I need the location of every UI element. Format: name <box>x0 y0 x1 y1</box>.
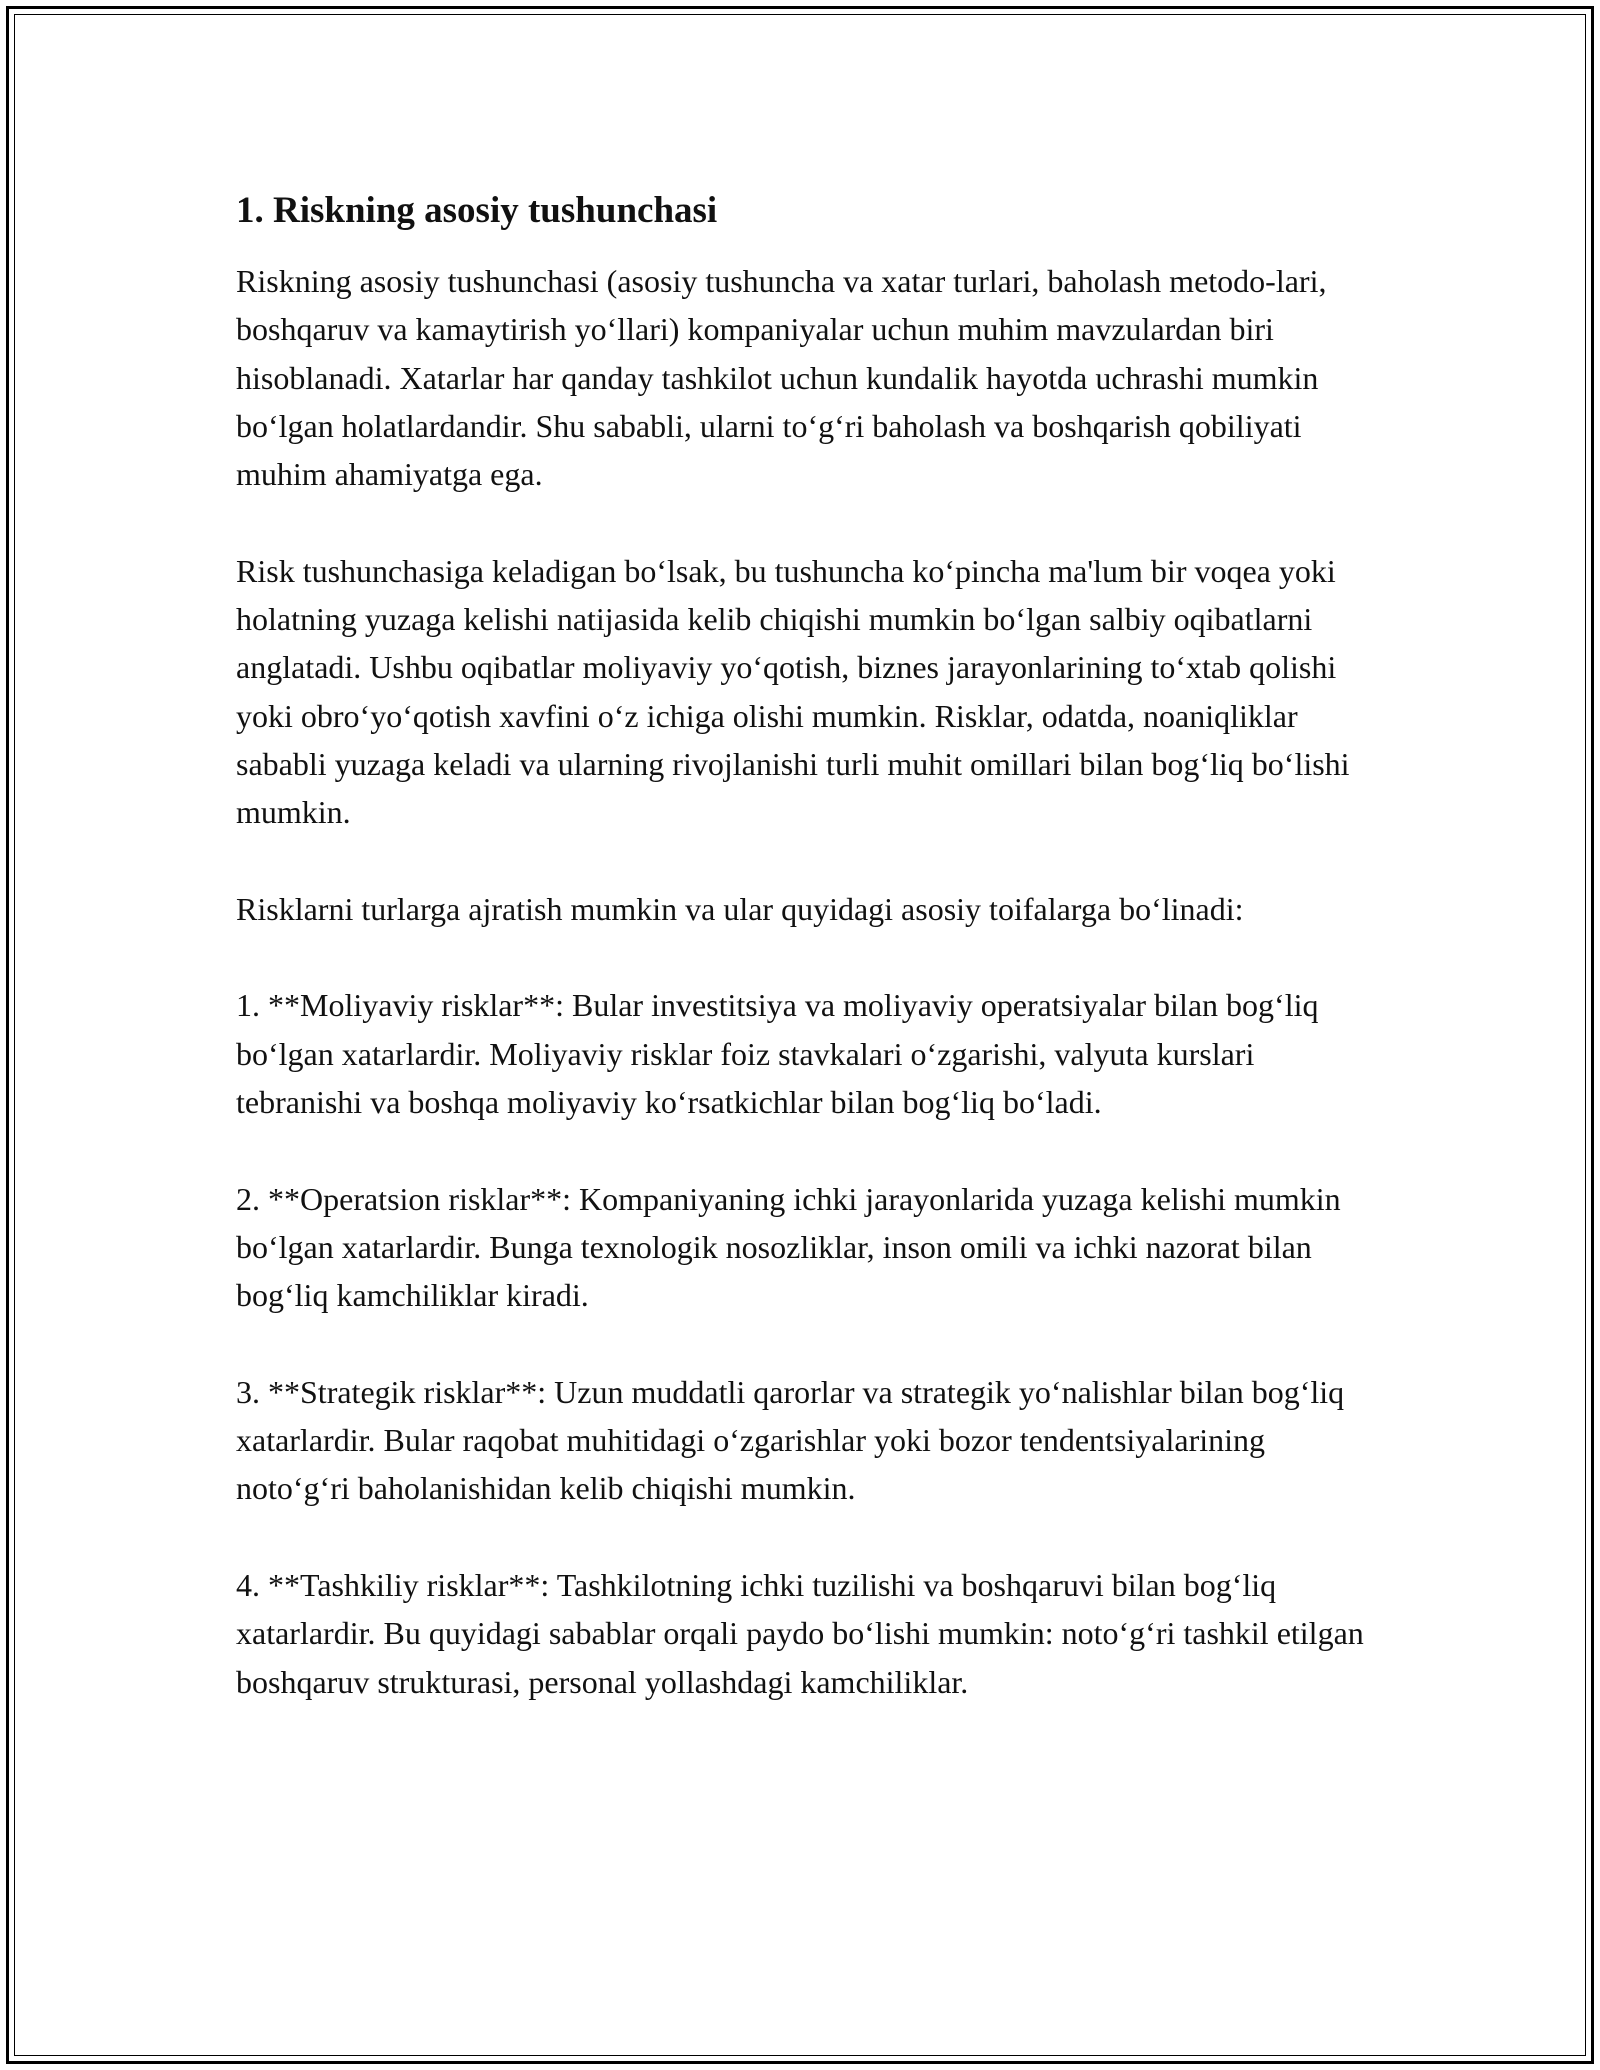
document-body <box>236 180 1386 1706</box>
paragraph-intro: Riskning asosiy tushunchasi (asosiy tushuncha va xatar turlari, baholash metodo-lari, boshqaruv va kamaytirish yo‘llari) kompaniyalar uchun muhim mavzulardan biri hisoblanadi. Xatarlar har qanday tashkilot uchun kundalik hayotda uchrashi mumkin bo‘lgan holatlardandir. Shu sababli, ularni to‘g‘ri baholash va boshqarish qobiliyati muhim ahamiyatga ega. <box>236 263 1327 493</box>
list-item-operational-risks: 2. **Operatsion risklar**: Kompaniyaning ichki jarayonlarida yuzaga kelishi mumkin bo‘lgan xatarlardir. Bunga texnologik nosozliklar, inson omili va ichki nazorat bilan bog‘liq kamchiliklar kiradi. <box>236 1180 1341 1314</box>
paragraph-risk-types-intro: Risklarni turlarga ajratish mumkin va ular quyidagi asosiy toifalarga bo‘linadi: <box>236 890 1244 927</box>
section-heading: 1. Riskning asosiy tushunchasi <box>236 190 718 231</box>
list-item-financial-risks: 1. **Moliyaviy risklar**: Bular investitsiya va moliyaviy operatsiyalar bilan bog‘liq bo‘lgan xatarlardir. Moliyaviy risklar foiz stavkalari o‘zgarishi, valyuta kurslari tebranishi va boshqa moliyaviy ko‘rsatkichlar bilan bog‘liq bo‘ladi. <box>236 987 1319 1121</box>
list-item-strategic-risks: 3. **Strategik risklar**: Uzun muddatli qarorlar va strategik yo‘nalishlar bilan bog‘liq xatarlardir. Bular raqobat muhitidagi o‘zgarishlar yoki bozor tendentsiyalarining noto‘g‘ri baholanishidan kelib chiqishi mumkin. <box>236 1373 1345 1507</box>
paragraph-risk-concept: Risk tushunchasiga keladigan bo‘lsak, bu tushuncha ko‘pincha ma'lum bir voqea yoki holatning yuzaga kelishi natijasida kelib chiqishi mumkin bo‘lgan salbiy oqibatlarni anglatadi. Ushbu oqibatlar moliyaviy yo‘qotish, biznes jarayonlarining to‘xtab qolishi yoki obro‘yo‘qotish xavfini o‘z ichiga olishi mumkin. Risklar, odatda, noaniqliklar sababli yuzaga keladi va ularning rivojlanishi turli muhit omillari bilan bog‘liq bo‘lishi mumkin. <box>236 552 1350 831</box>
list-item-organizational-risks: 4. **Tashkiliy risklar**: Tashkilotning ichki tuzilishi va boshqaruvi bilan bog‘liq xatarlardir. Bu quyidagi sabablar orqali paydo bo‘lishi mumkin: noto‘g‘ri tashkil etilgan boshqaruv strukturasi, personal yollashdagi kamchiliklar. <box>236 1567 1364 1700</box>
